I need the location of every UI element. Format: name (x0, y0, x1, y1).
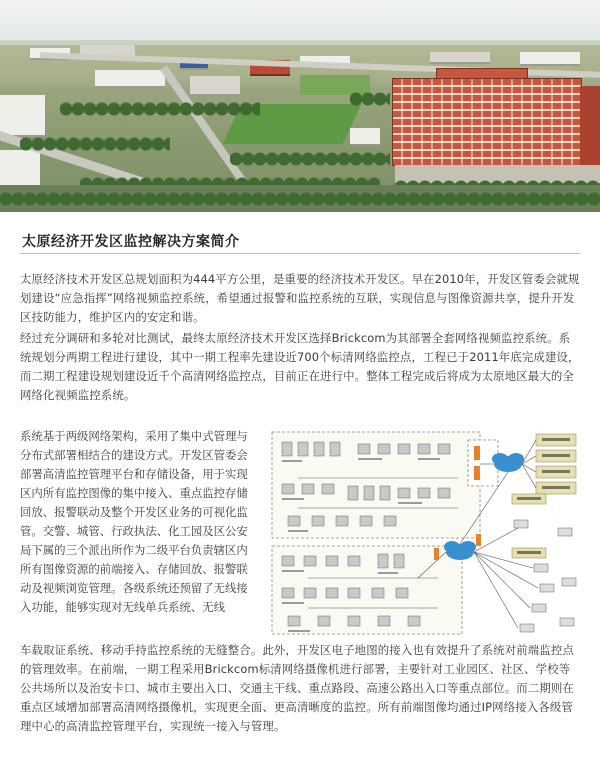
intro-paragraph: 太原经济技术开发区总规划面积为444平方公里，是重要的经济技术开发区。早在2010年，开发区管委会就规划建设“应急指挥”网络视频监控系统，希望通过报警和监控系统的互联，实现信息与图像资源共享，提升开发区技防能力，维护区内的安定和谐。 (20, 272, 580, 324)
deployment-paragraph: 车载取证系统、移动手持监控系统的无缝整合。此外，开发区电子地图的接入也有效提升了系统对前端监控点的管理效率。在前端，一期工程采用Brickcom标清网络摄像机进行部署，主要针对工业园区、社区、学校等公共场所以及治安卡口、城市主要出入口、交通主干线、重点路段、高速公路出入口等重点部位。而二期则在重点区域增加部署高清网络摄像机，实现更全面、更高清晰度的监控。所有前端图像均通过IP网络接入各级管理中心的高清监控管理平台，实现统一接入与管理。 (20, 643, 574, 733)
selection-paragraph: 经过充分调研和多轮对比测试，最终太原经济技术开发区选择Brickcom为其部署全套网络视频监控系统。系统规划分两期工程进行建设，其中一期工程率先建设近700个标清网络监控点，工程已于2011年底完成建设，而二期工程建设规划建设近千个高清网络监控点，目前正在进行中。整体工程完成后将成为太原地区最大的全网络化视频监控系统。 (20, 331, 580, 402)
network-topology-diagram (268, 428, 584, 638)
hero-aerial-photo (0, 0, 600, 212)
page-title: 太原经济开发区监控解决方案简介 (22, 234, 240, 250)
title-bar (20, 229, 580, 254)
architecture-paragraph: 系统基于两级网络架构，采用了集中式管理与分布式部署相结合的建设方式。开发区管委会部署高清监控管理平台和存储设备，用于实现区内所有监控图像的集中接入、重点监控存储回放、报警联动及整个开发区业务的可视化监管。交警、城管、行政执法、化工园及区公安局下属的三个派出所作为二级平台负责辖区内所有图像资源的前端接入、存储回放、报警联动及视频浏览管理。各级系统还预留了无线接入功能，能够实现对无线单兵系统、无线 (20, 429, 248, 614)
